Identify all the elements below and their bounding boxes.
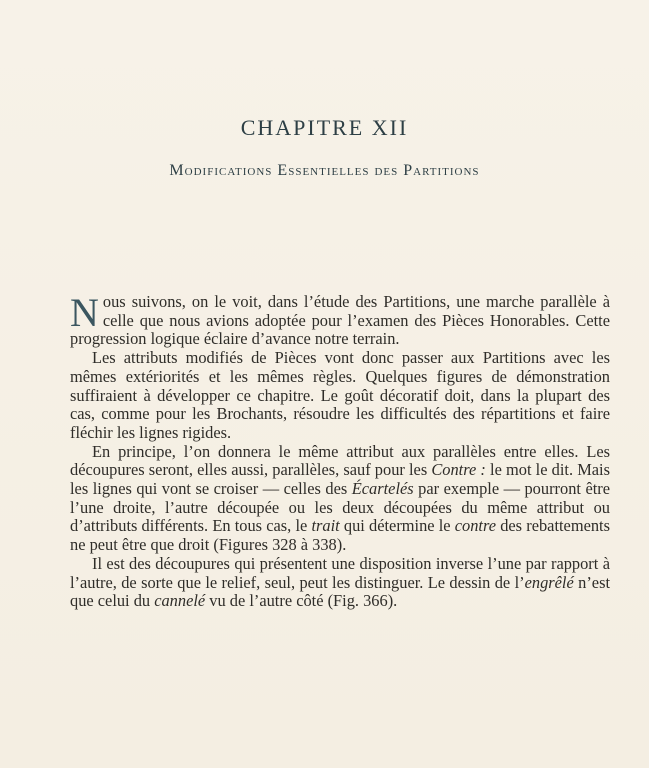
paragraph-3-text-3: par exemple — pourront être l’une droite, l’autre découpée ou les deux découpées du même attribut ou d’attributs différents. En tous cas, le [70, 479, 610, 536]
paragraph-3-italic-trait: trait [311, 516, 340, 536]
paragraph-4-italic-engrele: engrêlé [524, 572, 574, 592]
paragraph-4-text-1: Il est des découpures qui présentent une disposition inverse l’une par rapport à l’autre, de sorte que le relief, seul, peut les distinguer. Le dessin de l’ [70, 553, 610, 592]
paragraph-1 [70, 290, 610, 349]
paragraph-3-text-2: le mot le dit. Mais les lignes qui vont se croiser — celles des [70, 460, 610, 499]
drop-cap: N [70, 290, 99, 335]
paragraph-3-text-5: des rebattements ne peut être que droit (Figures 328 à 338). [70, 516, 610, 555]
paragraph-3-text-4: qui détermine le [339, 516, 455, 536]
chapter-body [70, 290, 610, 611]
chapter-title: CHAPITRE XII [240, 115, 409, 140]
paragraph-4-text-3: vu de l’autre côté (Fig. 366). [205, 591, 398, 611]
chapter-subtitle: Modifications Essentielles des Partitions [169, 162, 480, 179]
paragraph-4-text-2: n’est que celui du [70, 572, 610, 611]
paragraph-3-italic-contre: contre [454, 516, 497, 536]
paragraph-2 [70, 349, 610, 443]
paragraph-3-text-1: En principe, l’on donnera le même attribut aux parallèles entre elles. Les découpures seront, elles aussi, parallèles, sauf pour les [70, 441, 610, 480]
paragraph-4-italic-cannele: cannelé [154, 591, 206, 611]
paragraph-4 [70, 555, 610, 611]
paragraph-2-text: Les attributs modifiés de Pièces vont donc passer aux Partitions avec les mêmes extériorités et les mêmes règles. Quelques figures de démonstration suffiraient à développer ce chapitre. Le goût décoratif doit, dans la plupart des cas, comme pour les Brochants, résoudre les difficultés des répartitions et faire fléchir les lignes rigides. [70, 348, 610, 442]
paragraph-3-italic-contre-colon: Contre : [431, 460, 486, 480]
paragraph-3-italic-ecarteles: Écartelés [351, 479, 414, 499]
paragraph-3 [70, 443, 610, 555]
paragraph-1-text: ous suivons, on le voit, dans l’étude des Partitions, une marche parallèle à celle que nous avions adoptée pour l’examen des Pièces Honorables. Cette progression logique éclaire d’avance notre terrain. [70, 292, 610, 349]
